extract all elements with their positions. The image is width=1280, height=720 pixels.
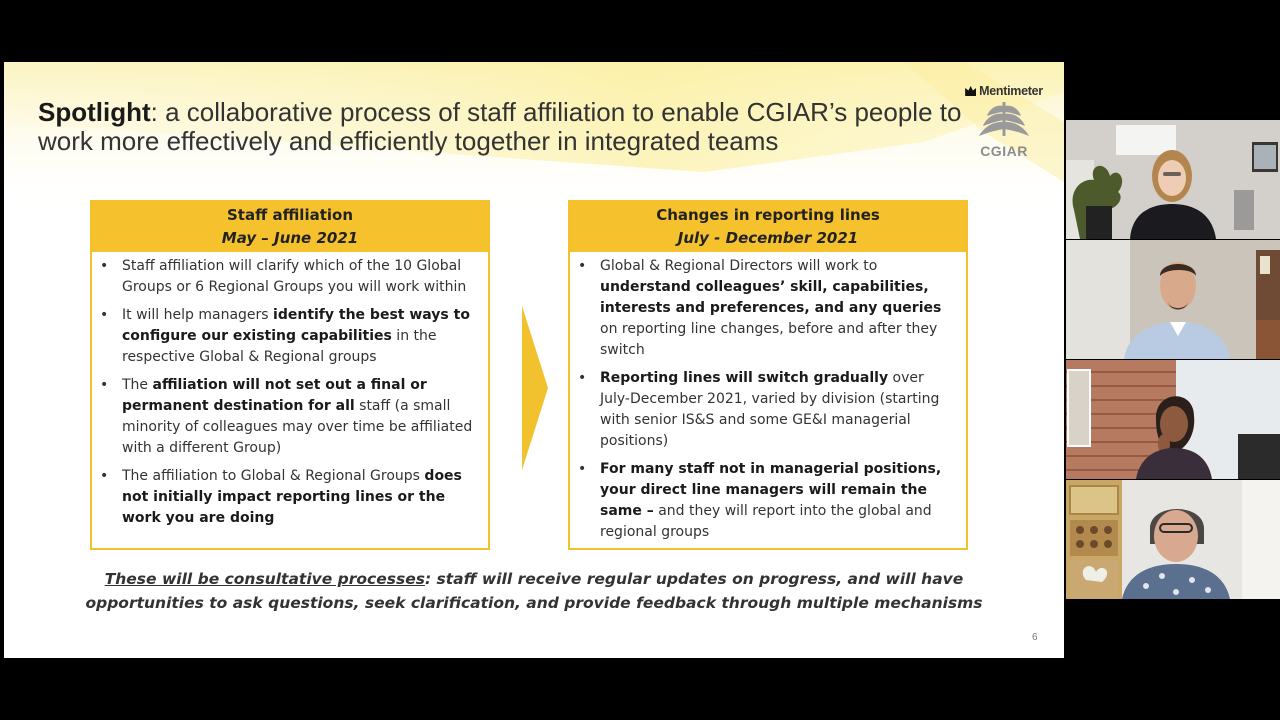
bullet-text: over July-December 2021, varied by division (starting with senior IS&S and some GE&I managerial positions) <box>600 370 940 449</box>
footer-underlined: These will be consultative processes <box>104 570 425 588</box>
box-heading: Staff affiliation <box>226 206 354 224</box>
participant-video <box>1066 240 1280 359</box>
cgiar-logo <box>956 100 1052 159</box>
bullet-list <box>92 252 488 529</box>
participant-tile-2[interactable] <box>1066 240 1280 359</box>
reporting-lines-header <box>570 202 966 252</box>
mentimeter-icon <box>965 86 976 96</box>
page-number: 6 <box>1032 632 1038 643</box>
bullet-bold-text: identify the best ways to configure our existing capabilities <box>122 307 470 344</box>
bullet-item <box>122 466 480 529</box>
bullet-text: The affiliation to Global & Regional Groups <box>122 468 425 484</box>
title-bold: Spotlight <box>38 97 151 127</box>
bullet-text: staff (a small minority of colleagues may over time be affiliated with a different Group) <box>122 398 473 456</box>
participant-video <box>1066 120 1280 239</box>
bullet-item <box>600 368 958 452</box>
bullet-item <box>600 256 958 361</box>
bullet-bold-text: does not initially impact reporting lines or the work you are doing <box>122 468 462 526</box>
bullet-text: The <box>122 377 153 393</box>
presentation-slide <box>4 62 1064 658</box>
cgiar-wheat-icon <box>977 100 1031 140</box>
participant-video <box>1066 360 1280 479</box>
footer-note <box>64 567 1004 615</box>
bullet-text: It will help managers <box>122 307 274 323</box>
bullet-bold-text: For many staff not in managerial positions, your direct line managers will remain the same – <box>600 461 942 519</box>
footer-rest: : staff will receive regular updates on progress, and will have opportunities to ask questions, seek clarification, and provide feedback through multiple mechanisms <box>85 570 983 612</box>
staff-affiliation-header <box>92 202 488 252</box>
bullet-item <box>122 305 480 368</box>
participant-tile-1[interactable] <box>1066 120 1280 239</box>
bullet-text: Staff affiliation will clarify which of the 10 Global Groups or 6 Regional Groups you will work within <box>122 258 467 295</box>
bullet-item <box>122 375 480 459</box>
participant-tile-3[interactable] <box>1066 360 1280 479</box>
bullet-text: on reporting line changes, before and after they switch <box>600 321 938 358</box>
bullet-item <box>600 459 958 543</box>
logo-area <box>956 84 1052 159</box>
participant-tile-4[interactable] <box>1066 480 1280 599</box>
bullet-item <box>122 256 480 298</box>
participant-gallery <box>1066 120 1280 600</box>
mentimeter-label: Mentimeter <box>979 84 1043 98</box>
reporting-lines-box <box>568 200 968 550</box>
bullet-text: and they will report into the global and regional groups <box>600 503 932 540</box>
arrow-right-icon <box>520 306 548 470</box>
bullet-text: in the respective Global & Regional groups <box>122 328 437 365</box>
bullet-bold-text: understand colleagues’ skill, capabilities, interests and preferences, and any queries <box>600 279 942 316</box>
staff-affiliation-box <box>90 200 490 550</box>
box-heading: Changes in reporting lines <box>656 206 880 224</box>
bullet-bold-text: Reporting lines will switch gradually <box>600 370 889 386</box>
mentimeter-logo <box>956 84 1052 98</box>
participant-video <box>1066 480 1280 599</box>
slide-title <box>38 98 968 156</box>
box-subheading: July - December 2021 <box>677 229 859 247</box>
bullet-bold-text: affiliation will not set out a final or permanent destination for all <box>122 377 427 414</box>
title-rest: : a collaborative process of staff affiliation to enable CGIAR’s people to work more effectively and efficiently together in integrated teams <box>38 97 962 156</box>
box-subheading: May – June 2021 <box>221 229 359 247</box>
bullet-list <box>570 252 966 543</box>
cgiar-label: CGIAR <box>980 143 1028 159</box>
bullet-text: Global & Regional Directors will work to <box>600 258 878 274</box>
